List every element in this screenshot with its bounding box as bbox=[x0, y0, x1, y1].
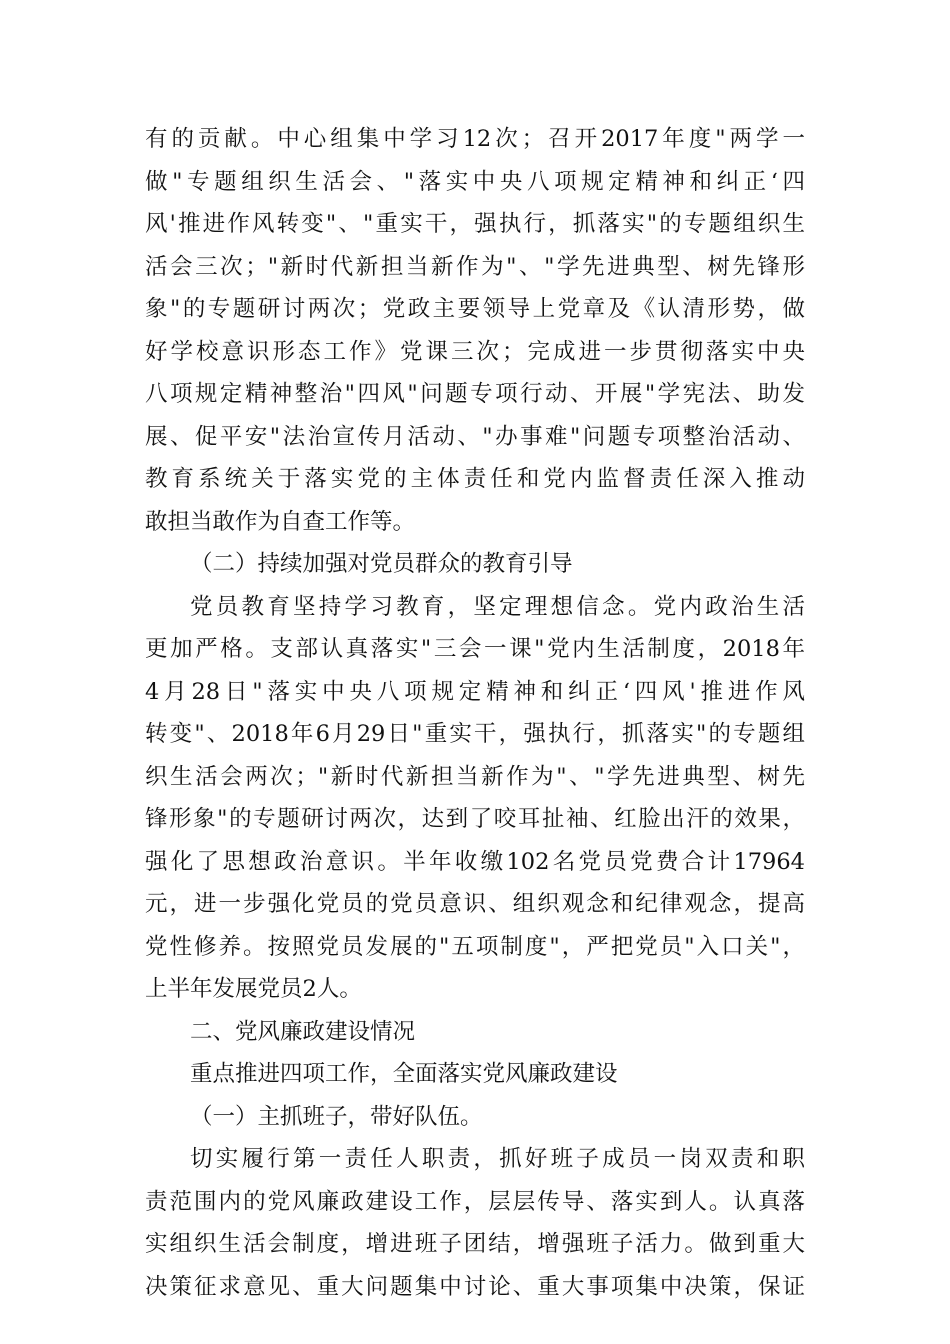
document-line: 展、促平安"法治宣传月活动、"办事难"问题专项整治活动、 bbox=[145, 423, 805, 450]
document-line: 有的贡献。中心组集中学习12次；召开2017年度"两学一 bbox=[145, 126, 805, 152]
document-line: 决策征求意见、重大问题集中讨论、重大事项集中决策，保证 bbox=[145, 1273, 805, 1300]
document-line: 织生活会两次；"新时代新担当新作为"、"学先进典型、树先 bbox=[145, 763, 805, 790]
document-line: 元，进一步强化党员的党员意识、组织观念和纪律观念，提高 bbox=[145, 891, 805, 917]
document-line: 教育系统关于落实党的主体责任和党内监督责任深入推动 bbox=[145, 466, 805, 492]
document-body bbox=[145, 118, 805, 1308]
document-line: 好学校意识形态工作》党课三次；完成进一步贯彻落实中央 bbox=[145, 338, 805, 365]
document-line: 象"的专题研讨两次；党政主要领导上党章及《认清形势，做 bbox=[145, 296, 805, 322]
document-line: 转变"、2018年6月29日"重实干，强执行，抓落实"的专题组 bbox=[145, 721, 805, 747]
document-line: （一）主抓班子，带好队伍。 bbox=[190, 1103, 483, 1130]
document-line: 风'推进作风转变"、"重实干，强执行，抓落实"的专题组织生 bbox=[145, 211, 805, 237]
document-line: 二、党风廉政建设情况 bbox=[190, 1018, 416, 1045]
document-line: 实组织生活会制度，增进班子团结，增强班子活力。做到重大 bbox=[145, 1231, 805, 1257]
document-line: 上半年发展党员2人。 bbox=[145, 976, 362, 1002]
document-line: 党员教育坚持学习教育，坚定理想信念。党内政治生活 bbox=[190, 593, 805, 620]
document-line: 强化了思想政治意识。半年收缴102名党员党费合计17964 bbox=[145, 848, 805, 875]
document-line: 更加严格。支部认真落实"三会一课"党内生活制度，2018年 bbox=[145, 636, 805, 662]
document-line: 锋形象"的专题研讨两次，达到了咬耳扯袖、红脸出汗的效果， bbox=[145, 806, 805, 832]
document-line: （二）持续加强对党员群众的教育引导 bbox=[190, 551, 573, 577]
document-line: 八项规定精神整治"四风"问题专项行动、开展"学宪法、助发 bbox=[145, 381, 805, 407]
document-line: 党性修养。按照党员发展的"五项制度"，严把党员"入口关"， bbox=[145, 933, 805, 960]
document-line: 活会三次；"新时代新担当新作为"、"学先进典型、树先锋形 bbox=[145, 253, 805, 280]
document-line: 做"专题组织生活会、"落实中央八项规定精神和纠正‘四 bbox=[145, 168, 805, 195]
document-line: 切实履行第一责任人职责，抓好班子成员一岗双责和职 bbox=[190, 1146, 805, 1172]
document-line: 4月28日"落实中央八项规定精神和纠正‘四风'推进作风 bbox=[145, 678, 805, 705]
document-line: 责范围内的党风廉政建设工作，层层传导、落实到人。认真落 bbox=[145, 1188, 805, 1215]
document-line: 重点推进四项工作，全面落实党风廉政建设 bbox=[190, 1061, 618, 1087]
document-line: 敢担当敢作为自查工作等。 bbox=[145, 508, 416, 535]
